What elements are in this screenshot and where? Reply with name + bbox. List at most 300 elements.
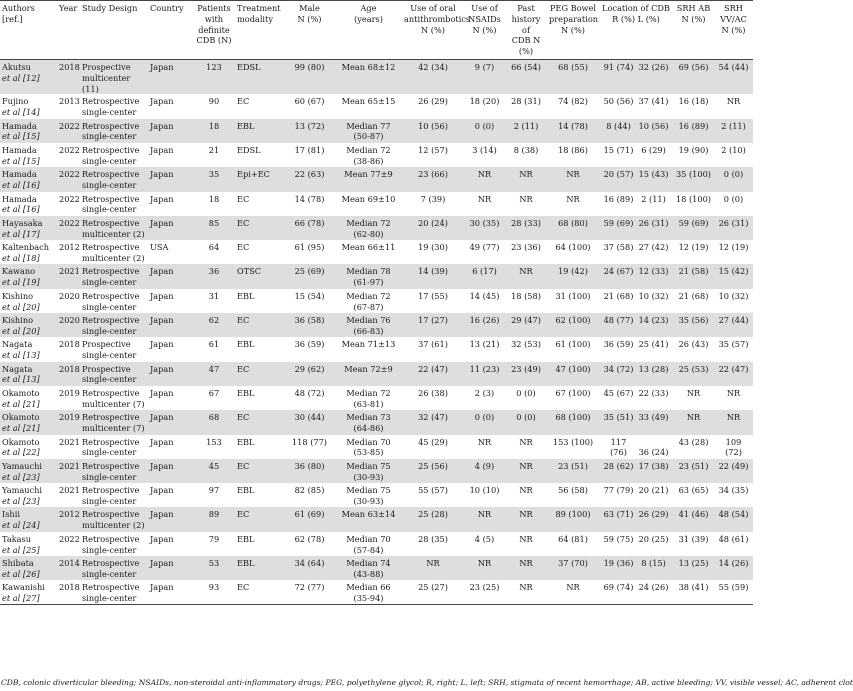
cell-author xyxy=(0,386,57,410)
cell-srh-ab: 43 (28) xyxy=(678,436,709,447)
header-line: Past xyxy=(517,3,535,13)
design-line: Retrospective xyxy=(82,460,140,471)
cell-srh-ab: 21 (68) xyxy=(678,290,709,301)
cell-male: 72 (77) xyxy=(294,582,325,593)
cell-srh-ab: NR xyxy=(686,387,701,398)
design-line: single-center xyxy=(82,544,137,555)
cell-age xyxy=(335,119,402,143)
cell-author xyxy=(0,313,57,337)
cell-location xyxy=(599,410,673,434)
cell-author xyxy=(0,556,57,580)
cell-country: Japan xyxy=(150,266,174,277)
age-line: Median 75 xyxy=(346,485,391,496)
location-left: 24 (26) xyxy=(638,582,669,593)
cell-peg: NR xyxy=(566,582,580,593)
cell-srh-vv: 34 (35) xyxy=(718,485,749,496)
cell-year: 2019 xyxy=(59,387,80,398)
author-ref: et al [16] xyxy=(2,204,40,215)
cell-design xyxy=(80,532,148,556)
age-line: (30-93) xyxy=(353,471,384,482)
cell-srh-vv: 22 (47) xyxy=(718,363,749,374)
cell-male: 82 (85) xyxy=(294,485,325,496)
cell-location xyxy=(599,240,673,264)
cell-male: 13 (72) xyxy=(294,120,325,131)
cell-design xyxy=(80,435,148,459)
cell-peg: 74 (82) xyxy=(558,96,588,107)
author-ref: et al [22] xyxy=(2,447,40,458)
author-name: Shibata xyxy=(2,558,34,569)
cell-author xyxy=(0,435,57,459)
cell-antithrombotics: 22 (47) xyxy=(418,363,448,374)
author-ref: et al [26] xyxy=(2,568,40,579)
cell-male: 60 (67) xyxy=(294,96,325,107)
table-row xyxy=(0,289,753,313)
design-line: Retrospective xyxy=(82,290,140,301)
cell-location xyxy=(599,60,673,95)
age-line: Mean 77±9 xyxy=(344,169,393,180)
design-line: single-center xyxy=(82,471,137,482)
header-line: Use of xyxy=(471,3,498,13)
cell-male: 36 (80) xyxy=(294,460,325,471)
cell-srh-vv: 26 (31) xyxy=(718,217,749,228)
cell-male: 17 (81) xyxy=(294,144,325,155)
location-left: 25 (41) xyxy=(638,339,669,350)
design-line: Retrospective xyxy=(82,485,140,496)
cell-antithrombotics: 25 (27) xyxy=(418,582,448,593)
cell-modality: EC xyxy=(237,412,250,423)
location-left: 8 (15) xyxy=(641,558,666,569)
cell-design xyxy=(80,580,148,604)
cell-srh-vv: 0 (0) xyxy=(723,169,744,180)
cell-srh-vv: NR xyxy=(726,96,741,107)
location-right: 59 (69) xyxy=(603,217,634,228)
table-row xyxy=(0,580,753,604)
author-ref: et al [23] xyxy=(2,495,40,506)
cell-age xyxy=(335,410,402,434)
location-right: 20 (57) xyxy=(603,169,634,180)
cell-age xyxy=(335,313,402,337)
cell-past-history: NR xyxy=(519,460,533,471)
cell-design xyxy=(80,289,148,313)
cell-patients: 36 xyxy=(208,266,220,277)
cell-nsaids: 16 (26) xyxy=(469,315,500,326)
age-line: Median 72 xyxy=(346,144,391,155)
location-right: 19 (36) xyxy=(603,558,634,569)
cell-age xyxy=(335,556,402,580)
cell-location xyxy=(599,167,673,191)
cell-location xyxy=(599,435,673,459)
cell-antithrombotics: 25 (28) xyxy=(418,509,448,520)
cell-peg: 23 (51) xyxy=(558,460,588,471)
header-line: PEG Bowel xyxy=(549,3,597,13)
cell-location xyxy=(599,264,673,288)
cell-peg: 19 (42) xyxy=(558,266,588,277)
design-line: single-center xyxy=(82,325,137,336)
table-row xyxy=(0,459,753,483)
cell-past-history: NR xyxy=(519,169,533,180)
cell-past-history: 28 (31) xyxy=(511,96,541,107)
design-line: multicenter (2) xyxy=(82,252,145,263)
design-line: single-center xyxy=(82,495,137,506)
cell-age xyxy=(335,216,402,240)
author-ref: et al [15] xyxy=(2,155,40,166)
author-ref: et al [20] xyxy=(2,301,40,312)
author-name: Okamoto xyxy=(2,436,40,447)
cell-modality: EC xyxy=(237,217,250,228)
age-line: (67-87) xyxy=(353,301,384,312)
cell-antithrombotics: 26 (38) xyxy=(418,387,448,398)
cell-nsaids: NR xyxy=(477,193,492,204)
design-line: single-center xyxy=(82,131,137,142)
author-name: Hamada xyxy=(2,193,37,204)
cell-srh-ab: 25 (53) xyxy=(678,363,709,374)
cell-modality: EBL xyxy=(237,290,255,301)
location-right: 37 (58) xyxy=(603,242,634,253)
table-row xyxy=(0,119,753,143)
location-right: 35 (51) xyxy=(603,412,634,423)
cell-peg: 153 (100) xyxy=(552,436,594,447)
cell-author xyxy=(0,119,57,143)
table-footnote: CDB, colonic diverticular bleeding; NSAIDs, non-steroidal anti-inflammatory drugs; PEG, polyethylene glycol; R, right; L, left; SRH, stigmata of recent hemorrhage; AB, active bleeding; VV, visible vessel; AC, adherent clot xyxy=(1,678,853,687)
age-line: Median 70 xyxy=(346,533,391,544)
table-body xyxy=(0,60,753,605)
location-right: 21 (68) xyxy=(603,290,634,301)
author-name: Kawanishi xyxy=(2,582,45,593)
cell-location xyxy=(599,556,673,580)
header-line: N (%) xyxy=(421,24,445,35)
header-srh-ab xyxy=(673,1,714,60)
cell-patients: 123 xyxy=(206,62,222,72)
cell-age xyxy=(335,337,402,361)
header-line: SRH AB xyxy=(676,3,711,13)
cell-nsaids: 30 (35) xyxy=(469,217,500,228)
cell-srh-vv: 54 (44) xyxy=(718,62,749,72)
cell-age xyxy=(335,507,402,531)
cell-year: 2022 xyxy=(59,169,80,180)
cell-patients: 89 xyxy=(208,509,220,520)
table-row xyxy=(0,435,753,459)
location-right: 36 (59) xyxy=(603,339,634,350)
cell-srh-vv: 15 (42) xyxy=(718,266,749,277)
cell-peg: 56 (58) xyxy=(558,485,588,496)
cell-male: 36 (58) xyxy=(294,315,325,326)
location-left: 33 (49) xyxy=(638,412,669,423)
cell-country: Japan xyxy=(150,460,174,471)
cell-past-history: NR xyxy=(519,558,533,569)
header-line: (years) xyxy=(354,13,383,24)
cell-design xyxy=(80,386,148,410)
cell-patients: 64 xyxy=(208,242,220,253)
author-name: Kaltenbach xyxy=(2,242,50,253)
cell-nsaids: NR xyxy=(477,169,492,180)
location-left: 26 (29) xyxy=(638,509,669,520)
cell-year: 2019 xyxy=(59,412,80,423)
design-line: single-center xyxy=(82,180,137,191)
design-line: Retrospective xyxy=(82,533,140,544)
cell-past-history: NR xyxy=(519,436,533,447)
design-line: single-center xyxy=(82,155,137,166)
author-name: Takasu xyxy=(2,533,32,544)
cell-design xyxy=(80,483,148,507)
cell-srh-ab: 59 (69) xyxy=(678,217,709,228)
age-line: Mean 68±12 xyxy=(341,62,396,72)
header-line: Year xyxy=(59,3,78,13)
table-row xyxy=(0,240,753,264)
author-ref: et al [13] xyxy=(2,350,40,361)
header-male xyxy=(284,1,335,60)
cell-patients: 18 xyxy=(208,120,220,131)
cell-nsaids: 0 (0) xyxy=(474,120,495,131)
cell-design xyxy=(80,240,148,264)
table-row xyxy=(0,143,753,167)
author-name: Okamoto xyxy=(2,387,40,398)
header-row xyxy=(0,1,753,60)
cell-srh-ab: 35 (100) xyxy=(675,169,712,180)
cell-patients: 153 xyxy=(206,436,222,447)
location-left: 20 (25) xyxy=(638,533,669,544)
cell-nsaids: 4 (9) xyxy=(474,460,495,471)
cell-peg: NR xyxy=(566,169,580,180)
header-line: Study Design xyxy=(82,3,138,13)
cell-country: Japan xyxy=(150,509,174,520)
cell-nsaids: 18 (20) xyxy=(469,96,500,107)
design-line: Retrospective xyxy=(82,509,140,520)
cell-male: 22 (63) xyxy=(294,169,325,180)
header-study-design xyxy=(80,1,148,60)
cell-year: 2022 xyxy=(59,144,80,155)
header-line: Male xyxy=(299,3,320,13)
cell-country: Japan xyxy=(150,315,174,326)
cell-country: Japan xyxy=(150,533,174,544)
author-ref: et al [25] xyxy=(2,544,40,555)
author-name: Hamada xyxy=(2,144,37,155)
cell-srh-vv: 12 (19) xyxy=(718,242,749,253)
cell-design xyxy=(80,337,148,361)
cell-srh-vv: NR xyxy=(726,387,741,398)
cell-location xyxy=(599,119,673,143)
cell-year: 2021 xyxy=(59,436,80,447)
location-right: 91 (74) xyxy=(603,62,634,72)
cell-peg: 89 (100) xyxy=(555,509,591,520)
author-name: Nagata xyxy=(2,363,33,374)
author-ref: et al [15] xyxy=(2,131,40,142)
cell-srh-vv: 48 (61) xyxy=(718,533,749,544)
age-line: Median 66 xyxy=(346,582,391,593)
author-name: Kishino xyxy=(2,290,34,301)
location-left: 17 (38) xyxy=(638,460,669,471)
cell-year: 2018 xyxy=(59,62,80,72)
cell-age xyxy=(335,289,402,313)
age-line: (63-81) xyxy=(353,398,384,409)
age-line: Median 73 xyxy=(346,412,391,423)
cell-peg: 47 (100) xyxy=(555,363,591,374)
cell-peg: 68 (80) xyxy=(558,217,588,228)
author-ref: et al [17] xyxy=(2,228,40,239)
author-name: Hamada xyxy=(2,169,37,180)
design-line: Retrospective xyxy=(82,242,140,253)
cell-author xyxy=(0,410,57,434)
cell-nsaids: 0 (0) xyxy=(474,412,495,423)
table-row xyxy=(0,386,753,410)
cell-location xyxy=(599,94,673,118)
cell-past-history: NR xyxy=(519,533,533,544)
location-right: 48 (77) xyxy=(603,315,634,326)
table-row xyxy=(0,216,753,240)
cell-past-history: NR xyxy=(519,266,533,277)
age-line: (66-83) xyxy=(353,325,384,336)
cell-srh-ab: 16 (18) xyxy=(678,96,709,107)
cell-country: Japan xyxy=(150,412,174,423)
cell-year: 2014 xyxy=(59,558,80,569)
cell-patients: 61 xyxy=(208,339,220,350)
cell-patients: 97 xyxy=(208,485,220,496)
header-line: [ref.] xyxy=(2,13,23,24)
cell-location xyxy=(599,143,673,167)
cell-year: 2022 xyxy=(59,217,80,228)
cell-past-history: NR xyxy=(519,582,533,593)
cell-design xyxy=(80,264,148,288)
cell-modality: EBL xyxy=(237,120,255,131)
age-line: (43-88) xyxy=(353,568,384,579)
header-treatment-modality xyxy=(235,1,284,60)
author-ref: et al [23] xyxy=(2,471,40,482)
header-line: N (%) xyxy=(472,24,497,35)
cell-author xyxy=(0,240,57,264)
table-row xyxy=(0,192,753,216)
cell-country: Japan xyxy=(150,120,174,131)
cell-nsaids: NR xyxy=(477,509,492,520)
age-line: (53-85) xyxy=(353,447,384,458)
design-line: Retrospective xyxy=(82,120,140,131)
design-line: Retrospective xyxy=(82,217,140,228)
cell-antithrombotics: 14 (39) xyxy=(418,266,448,277)
cell-srh-vv: 2 (10) xyxy=(721,144,746,155)
author-ref: et al [18] xyxy=(2,252,40,263)
cell-location xyxy=(599,580,673,604)
header-line: N (%) xyxy=(561,24,585,35)
cell-antithrombotics: 7 (39) xyxy=(420,193,446,204)
age-line: Median 77 xyxy=(346,120,391,131)
table-row xyxy=(0,410,753,434)
design-line: Retrospective xyxy=(82,144,140,155)
author-name: Yamauchi xyxy=(2,460,43,471)
location-left: 2 (11) xyxy=(641,193,666,204)
cell-location xyxy=(599,192,673,216)
location-right: 117 (76) xyxy=(610,436,627,458)
cell-year: 2021 xyxy=(59,485,80,496)
cell-patients: 67 xyxy=(208,387,220,398)
cell-year: 2018 xyxy=(59,339,80,350)
cell-patients: 18 xyxy=(208,193,220,204)
cell-past-history: 28 (33) xyxy=(511,217,541,228)
cell-modality: EC xyxy=(237,193,250,204)
cell-year: 2020 xyxy=(59,315,80,326)
cell-country: Japan xyxy=(150,363,174,374)
cell-country: Japan xyxy=(150,290,174,301)
cell-age xyxy=(335,362,402,386)
cell-peg: 64 (100) xyxy=(555,242,591,253)
location-right: 24 (67) xyxy=(603,266,634,277)
cell-design xyxy=(80,507,148,531)
cell-design xyxy=(80,556,148,580)
cell-year: 2012 xyxy=(59,509,80,520)
cell-srh-vv: 35 (57) xyxy=(718,339,749,350)
cell-patients: 85 xyxy=(208,217,220,228)
cell-srh-ab: 21 (58) xyxy=(678,266,709,277)
cell-male: 25 (69) xyxy=(294,266,325,277)
cell-antithrombotics: 17 (27) xyxy=(418,315,448,326)
cell-patients: 45 xyxy=(208,460,220,471)
cell-modality: EDSL xyxy=(237,62,261,72)
cell-past-history: 29 (47) xyxy=(511,315,541,326)
author-ref: et al [20] xyxy=(2,325,40,336)
cell-design xyxy=(80,119,148,143)
table-row xyxy=(0,60,753,95)
cell-year: 2020 xyxy=(59,290,80,301)
cell-nsaids: 4 (5) xyxy=(474,533,495,544)
header-line: with xyxy=(204,13,224,24)
cell-past-history: 2 (11) xyxy=(513,120,539,131)
cell-srh-ab: 13 (25) xyxy=(678,558,709,569)
cell-nsaids: 9 (7) xyxy=(474,62,495,72)
cell-age xyxy=(335,143,402,167)
cell-author xyxy=(0,167,57,191)
cell-antithrombotics: 17 (55) xyxy=(418,290,448,301)
cell-country: Japan xyxy=(150,339,174,350)
cell-modality: OTSC xyxy=(237,266,262,277)
cell-male: 15 (54) xyxy=(294,290,325,301)
cell-country: Japan xyxy=(150,96,174,107)
header-patients xyxy=(193,1,235,60)
age-line: Median 74 xyxy=(346,558,391,569)
author-ref: et al [27] xyxy=(2,593,40,604)
header-line: (%) xyxy=(518,46,534,57)
cell-srh-vv: 0 (0) xyxy=(723,193,744,204)
age-line: (35-94) xyxy=(353,593,384,604)
cell-age xyxy=(335,60,402,95)
cell-modality: EBL xyxy=(237,436,255,447)
cell-author xyxy=(0,580,57,604)
location-right: 28 (62) xyxy=(603,460,634,471)
location-right: 16 (89) xyxy=(603,193,634,204)
header-srh-vv xyxy=(714,1,753,60)
cell-male: 99 (80) xyxy=(294,62,325,72)
cell-location xyxy=(599,337,673,361)
cell-nsaids: 13 (21) xyxy=(469,339,500,350)
cell-location xyxy=(599,532,673,556)
design-line: multicenter (7) xyxy=(82,423,145,434)
header-country xyxy=(148,1,193,60)
cell-srh-ab: 26 (43) xyxy=(678,339,709,350)
cell-year: 2021 xyxy=(59,266,80,277)
cell-peg: NR xyxy=(566,193,580,204)
cell-srh-ab: 18 (100) xyxy=(675,193,712,204)
cell-age xyxy=(335,386,402,410)
cell-past-history: NR xyxy=(519,485,533,496)
cell-past-history: 32 (53) xyxy=(511,339,541,350)
cell-srh-ab: 31 (39) xyxy=(678,533,709,544)
cell-patients: 93 xyxy=(208,582,220,593)
design-line: Retrospective xyxy=(82,436,140,447)
cell-past-history: 8 (38) xyxy=(513,144,539,155)
header-line: CDB (N) xyxy=(196,35,232,46)
cell-location xyxy=(599,216,673,240)
cell-country: Japan xyxy=(150,62,174,72)
author-name: Nagata xyxy=(2,339,33,350)
author-name: Kishino xyxy=(2,315,34,326)
cell-modality: Epi+EC xyxy=(237,169,270,180)
location-left: 13 (28) xyxy=(638,363,669,374)
